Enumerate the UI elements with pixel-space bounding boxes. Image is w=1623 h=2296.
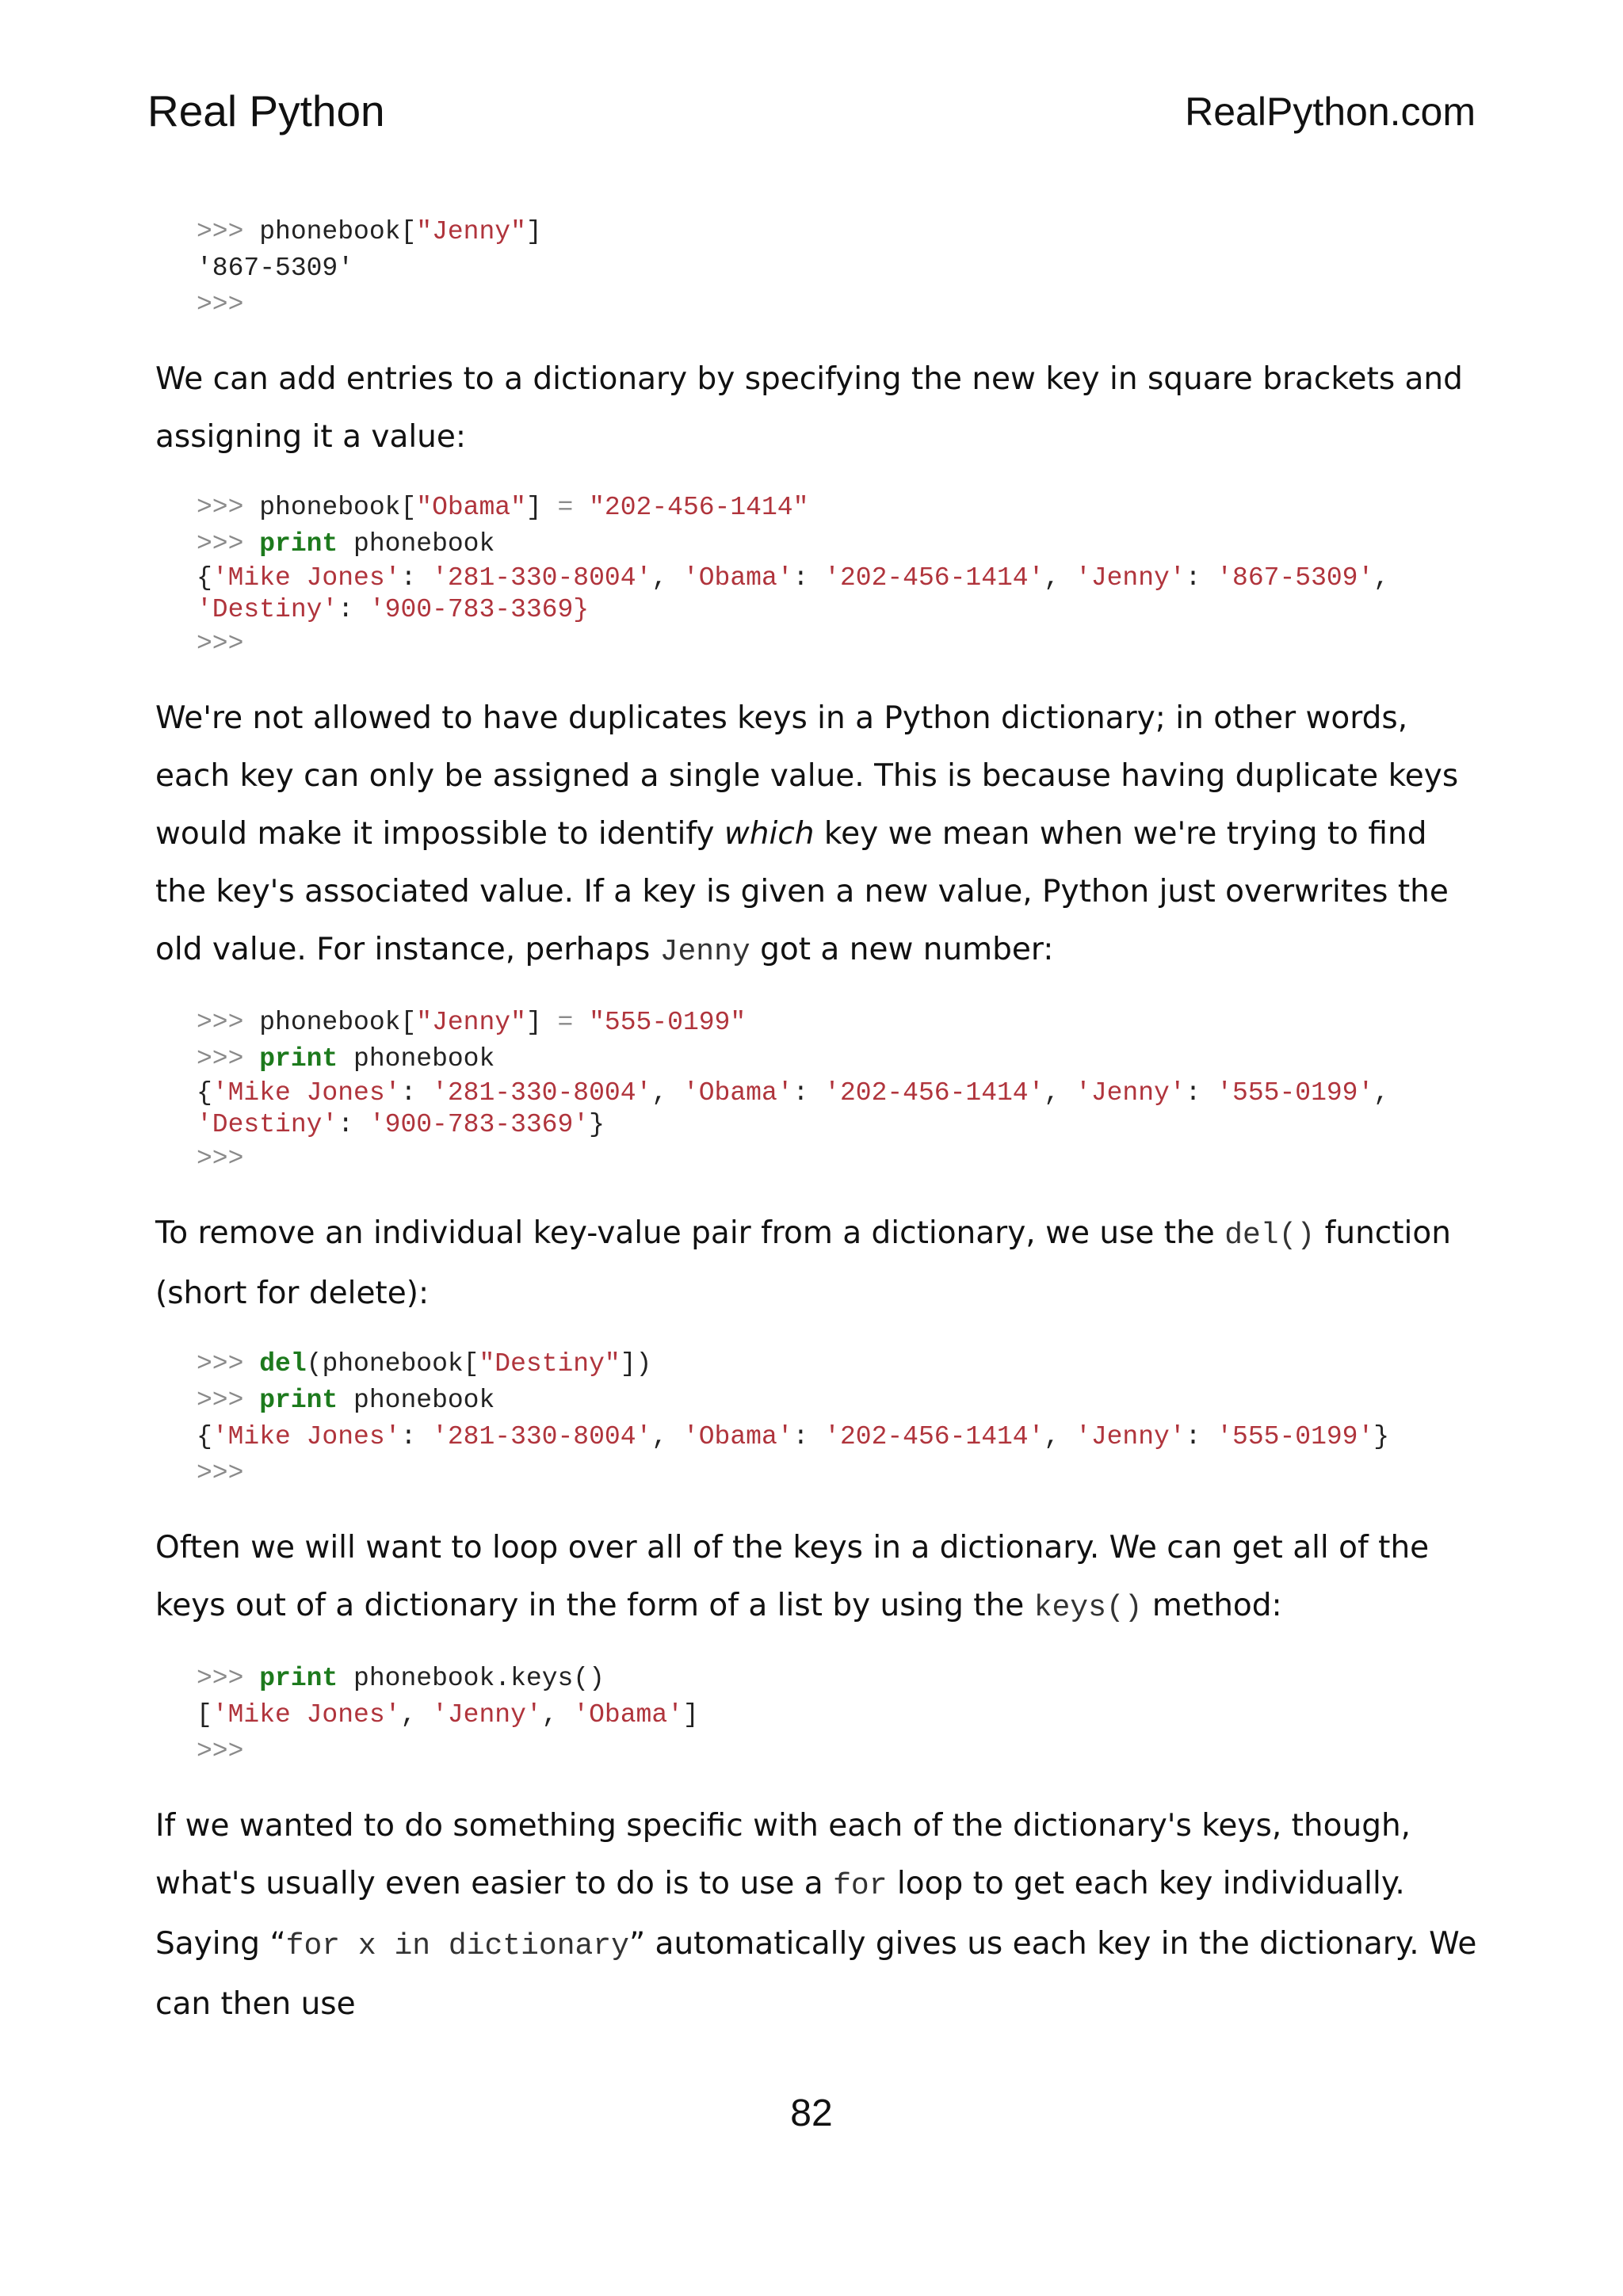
page-number: 82 — [790, 2092, 833, 2134]
paragraph-1: We can add entries to a dictionary by specifying the new key in square brackets and assigning it a value: — [155, 361, 1463, 455]
paragraph-3: To remove an individual key-value pair from a dictionary, we use the del() function (short for delete): — [155, 1215, 1451, 1311]
page-content — [155, 214, 1479, 2057]
paragraph-2: We're not allowed to have duplicates keys in a Python dictionary; in other words, each key can only be assigned a single value. This is because having duplicate keys would make it impossible to identify which key we mean when we're trying to find the key's associated value. If a key is given a new value, Python just overwrites the old value. For instance, perhaps Jenny got a new number: — [155, 700, 1459, 969]
code-block-1: >>> phonebook["Jenny"] '867-5309' >>> — [197, 214, 1479, 323]
code-block-3: >>> phonebook["Jenny"] = "555-0199" >>> print phonebook {'Mike Jones': '281-330-8004', 'Obama': '202-456-1414', 'Jenny': '555-0199', 'Destiny': '900-783-3369'} >>> — [197, 1008, 1390, 1173]
code-block-5: >>> print phonebook.keys() ['Mike Jones', 'Jenny', 'Obama'] >>> — [197, 1664, 699, 1766]
site-name: RealPython.com — [1185, 90, 1476, 134]
book-title: Real Python — [147, 86, 385, 135]
code-block-2: >>> phonebook["Obama"] = "202-456-1414" >>> print phonebook {'Mike Jones': '281-330-8004', 'Obama': '202-456-1414', 'Jenny': '867-5309', 'Destiny': '900-783-3369} >>> — [197, 493, 1390, 658]
prompt: >>> — [197, 290, 244, 319]
prompt: >>> — [197, 217, 260, 246]
paragraph-5: If we wanted to do something specific with each of the dictionary's keys, though, what's usually even easier to do is to use a for loop to get each key individually. Saying “for x in dictionary” automatically gives us each key in the dictionary. We can then use — [155, 1808, 1477, 2022]
paragraph-4: Often we will want to loop over all of the keys in a dictionary. We can get all of the keys out of a dictionary in the form of a list by using the keys() method: — [155, 1530, 1430, 1625]
code-block-4: >>> del(phonebook["Destiny"]) >>> print phonebook {'Mike Jones': '281-330-8004', 'Obama': '202-456-1414', 'Jenny': '555-0199'} >>> — [197, 1349, 1390, 1488]
